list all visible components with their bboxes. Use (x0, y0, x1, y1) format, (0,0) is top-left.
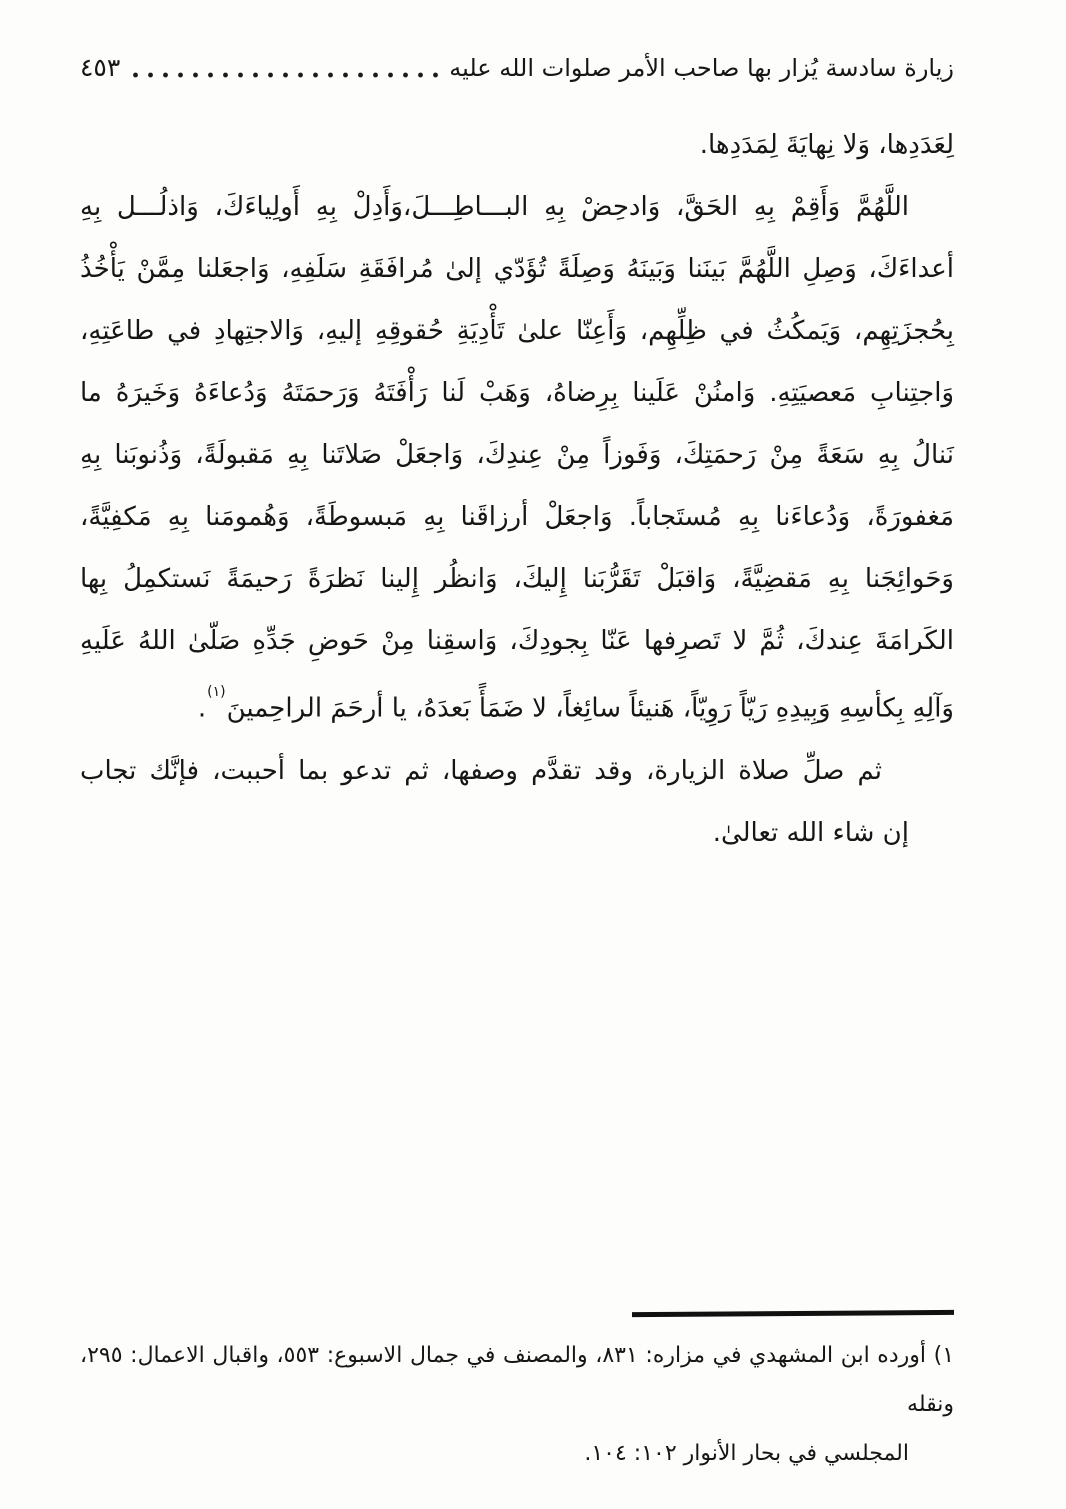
footnote-block (80, 1331, 954, 1478)
sentence-period: . (197, 693, 207, 724)
body-line: الكَرامَةَ عِندكَ، ثُمَّ لا تَصرِفها عَنّا بِجودِكَ، وَاسقِنا مِنْ حَوضِ جَدِّهِ صَلّىٰ اللهُ عَلَيهِ (80, 626, 954, 656)
body-line: نَنالُ بِهِ سَعَةً مِنْ رَحمَتِكَ، وَفَوزاً مِنْ عِندِكَ، وَاجعَلْ صَلاتَنا بِهِ مَقبولَةً، وَذُنوبَنا بِهِ (80, 440, 954, 470)
dot-leader (128, 72, 439, 78)
body-line: وَحَوائِجَنا بِهِ مَقضِيَّةً، وَاقبَلْ تَقَرُّبَنا إِليكَ، وَانظُر إِلينا نَظرَةً رَحيمَةً نَستكمِلُ بِها (80, 564, 954, 594)
chapter-title: زيارة سادسة يُزار بها صاحب الأمر صلوات الله عليه (449, 54, 954, 82)
footnote-line: المجلسي في بحار الأنوار ١٠٢: ١٠٤. (584, 1441, 909, 1466)
body-line: وَاجتِنابِ مَعصيَتِهِ. وَامنُنْ عَلَينا بِرِضاهُ، وَهَبْ لَنا رَأْفَتَهُ وَرَحمَتَهُ وَدُعاءَهُ وَخَيرَهُ ما (80, 378, 954, 408)
body-line: لِعَدَدِها، وَلا نِهايَةَ لِمَدَدِها. (699, 130, 954, 160)
body-line (80, 672, 954, 740)
body-text (80, 114, 954, 864)
body-line: إن شاء الله تعالىٰ. (712, 817, 909, 848)
footnote-separator-rule (632, 1310, 954, 1317)
page-number: ٤٥٣ (80, 53, 121, 82)
body-line: مَغفورَةً، وَدُعاءَنا بِهِ مُستَجاباً. وَاجعَلْ أرزاقَنا بِهِ مَبسوطَةً، وَهُمومَنا بِهِ مَكفِيَّةً، (80, 502, 954, 532)
footnote-line: ١) أورده ابن المشهدي في مزاره: ٨٣١، والمصنف في جمال الاسبوع: ٥٥٣، واقبال الاعمال: ٢٩٥، ونقله (80, 1343, 955, 1417)
body-line: ثم صلِّ صلاة الزيارة، وقد تقدَّم وصفها، ثم تدعو بما أحببت، فإنَّك تجاب (80, 755, 882, 786)
body-line: اللَّهُمَّ وَأَقِمْ بِهِ الحَقَّ، وَادحِضْ بِهِ البـــاطِـــلَ،وَأَدِلْ بِهِ أَولِياءَكَ، وَاذلُـــل بِهِ (80, 192, 909, 222)
running-header (80, 46, 954, 90)
footnote-ref-marker: (١) (207, 684, 226, 700)
body-line-text: وَآلِهِ بِكأسِهِ وَبِيدِهِ رَيّاً رَوِيّاً، هَنيئاً سائِغاً، لا ضَمَأً بَعدَهُ، يا أرحَمَ الراحِمينَ (226, 693, 954, 724)
body-line: بِحُجزَتِهِم، وَيَمكُثُ في ظِلِّهِم، وَأَعِنّا علىٰ تَأْدِيَةِ حُقوقِهِ إليهِ، وَالاجتِهادِ في طاعَتِهِ، (80, 316, 954, 346)
body-line: أعداءَكَ، وَصِلِ اللَّهُمَّ بَينَنا وَبَينَهُ وَصِلَةً تُؤَدّي إلىٰ مُرافَقَةِ سَلَفِهِ، وَاجعَلنا مِمَّنْ يَأْخُذُ (80, 254, 954, 284)
